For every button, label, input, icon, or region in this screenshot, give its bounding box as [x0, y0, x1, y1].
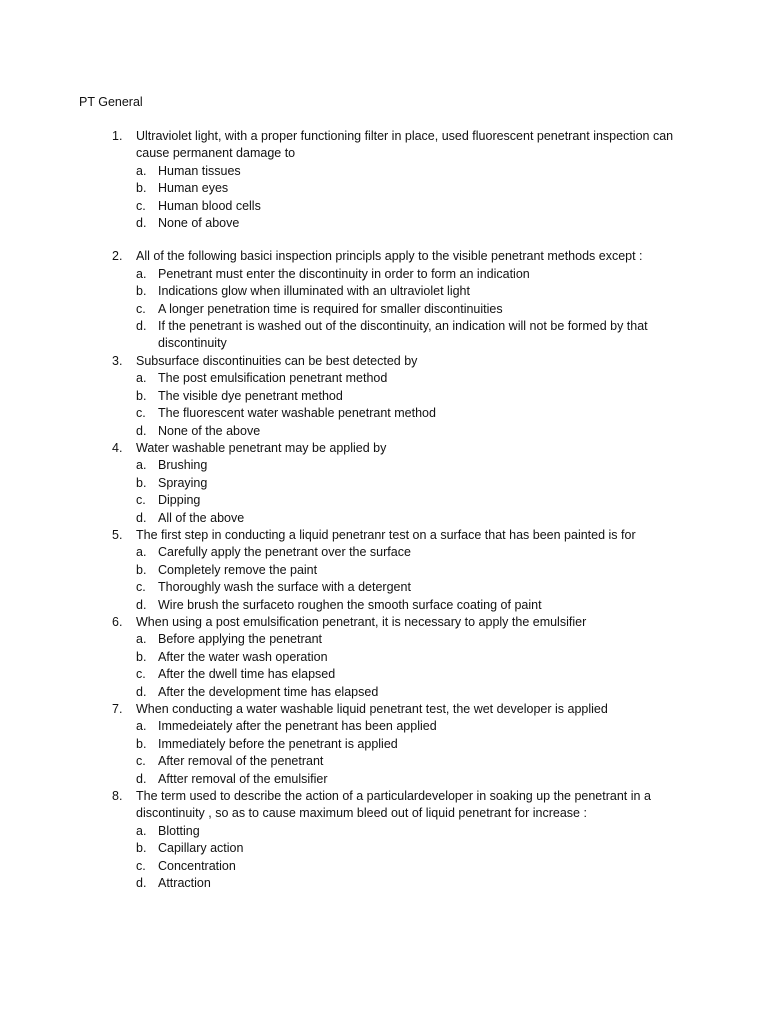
question-text: All of the following basici inspection principls apply to the visible penetrant methods except : — [136, 249, 643, 264]
option-letter: c. — [136, 198, 146, 213]
option-text: Before applying the penetrant — [158, 632, 323, 647]
option-letter: a. — [136, 458, 147, 473]
option-item — [0, 318, 768, 353]
option-list — [0, 266, 768, 353]
option-item — [0, 753, 768, 770]
option-letter: a. — [136, 163, 147, 178]
option-letter: d. — [136, 771, 147, 786]
question-text: When conducting a water washable liquid penetrant test, the wet developer is applied — [136, 702, 608, 716]
option-item — [0, 492, 768, 509]
option-text: After the water wash operation — [158, 649, 328, 664]
option-item — [0, 718, 768, 735]
option-text: Blotting — [158, 823, 200, 838]
question-7 — [0, 701, 768, 788]
question-1 — [0, 128, 768, 232]
option-text: Concentration — [158, 858, 236, 873]
option-text: The fluorescent water washable penetrant method — [158, 406, 436, 421]
option-text: Spraying — [158, 475, 208, 490]
option-item — [0, 457, 768, 474]
option-item — [0, 283, 768, 300]
option-text: Immedeiately after the penetrant has been applied — [158, 719, 437, 734]
option-letter: a. — [136, 545, 147, 560]
option-item — [0, 405, 768, 422]
option-text: Penetrant must enter the discontinuity in order to form an indication — [158, 266, 530, 281]
option-text: Human eyes — [158, 181, 229, 196]
option-text: After removal of the penetrant — [158, 754, 324, 769]
option-list — [0, 370, 768, 440]
option-list — [0, 718, 768, 788]
question-5 — [0, 527, 768, 614]
option-list — [0, 544, 768, 614]
option-text: Completely remove the paint — [158, 562, 318, 577]
option-letter: b. — [136, 736, 147, 751]
option-letter: d. — [136, 597, 147, 612]
question-3 — [0, 353, 768, 440]
question-text: When using a post emulsification penetrant, it is necessary to apply the emulsifier — [136, 614, 587, 629]
option-item — [0, 579, 768, 596]
option-item — [0, 370, 768, 387]
option-item — [0, 423, 768, 440]
option-item — [0, 771, 768, 788]
option-item — [0, 840, 768, 857]
option-text: The visible dye penetrant method — [158, 388, 343, 403]
option-text: The post emulsification penetrant method — [158, 371, 388, 386]
option-item — [0, 875, 768, 892]
question-number: 3. — [112, 353, 123, 368]
option-letter: c. — [136, 580, 146, 595]
question-number: 5. — [112, 527, 123, 542]
option-letter: b. — [136, 562, 147, 577]
option-letter: c. — [136, 406, 146, 421]
option-letter: d. — [136, 319, 147, 334]
option-letter: b. — [136, 284, 147, 299]
option-item — [0, 475, 768, 492]
option-letter: d. — [136, 510, 147, 525]
option-text: After the development time has elapsed — [158, 684, 379, 699]
option-list — [0, 457, 768, 527]
option-letter: b. — [136, 841, 147, 856]
option-text: Human blood cells — [158, 198, 261, 213]
option-text: Attraction — [158, 876, 211, 891]
option-item — [0, 510, 768, 527]
option-text: A longer penetration time is required for smaller discontinuities — [158, 301, 503, 316]
option-letter: b. — [136, 388, 147, 403]
option-text: Immediately before the penetrant is applied — [158, 736, 398, 751]
option-list — [0, 163, 768, 233]
option-letter: b. — [136, 475, 147, 490]
question-4 — [0, 440, 768, 527]
question-list — [0, 128, 768, 892]
option-item — [0, 823, 768, 840]
option-text: If the penetrant is washed out of the discontinuity, an indication will not be formed by that discontinuity — [158, 319, 648, 351]
option-text: None of the above — [158, 423, 261, 438]
option-text: Wire brush the surfaceto roughen the smooth surface coating of paint — [158, 597, 542, 612]
question-6 — [0, 614, 768, 701]
option-text: Carefully apply the penetrant over the surface — [158, 545, 411, 560]
option-item — [0, 266, 768, 283]
option-item — [0, 631, 768, 648]
option-letter: a. — [136, 823, 147, 838]
option-text: Indications glow when illuminated with an ultraviolet light — [158, 284, 470, 299]
option-letter: b. — [136, 181, 147, 196]
option-letter: a. — [136, 632, 147, 647]
option-item — [0, 301, 768, 318]
question-2 — [0, 248, 768, 352]
option-text: None of above — [158, 216, 240, 231]
option-letter: a. — [136, 266, 147, 281]
option-item — [0, 198, 768, 215]
option-item — [0, 544, 768, 561]
option-letter: a. — [136, 371, 147, 386]
option-letter: c. — [136, 858, 146, 873]
option-text: Dipping — [158, 493, 201, 508]
question-number: 7. — [112, 702, 123, 716]
question-text: The term used to describe the action of a particulardeveloper in soaking up the penetrant in a discontinuity , so as to cause maximum bleed out of liquid penetrant for increase : — [136, 789, 651, 821]
option-letter: c. — [136, 667, 146, 682]
option-letter: b. — [136, 649, 147, 664]
question-number: 2. — [112, 249, 123, 264]
question-text: The first step in conducting a liquid penetranr test on a surface that has been painted is for — [136, 527, 636, 542]
option-text: Brushing — [158, 458, 208, 473]
option-text: After the dwell time has elapsed — [158, 667, 336, 682]
question-text: Ultraviolet light, with a proper functioning filter in place, used fluorescent penetrant inspection can cause permanent damage to — [136, 129, 674, 161]
option-letter: c. — [136, 754, 146, 769]
question-number: 8. — [112, 789, 123, 804]
option-text: Human tissues — [158, 163, 241, 178]
option-text: Capillary action — [158, 841, 244, 856]
option-text: Thoroughly wash the surface with a detergent — [158, 580, 411, 595]
option-item — [0, 684, 768, 701]
option-letter: a. — [136, 719, 147, 734]
question-text: Subsurface discontinuities can be best detected by — [136, 353, 418, 368]
option-item — [0, 649, 768, 666]
option-list — [0, 631, 768, 701]
question-text: Water washable penetrant may be applied by — [136, 440, 387, 455]
option-item — [0, 597, 768, 614]
option-item — [0, 666, 768, 683]
option-letter: d. — [136, 876, 147, 891]
question-8 — [0, 788, 768, 892]
option-list — [0, 823, 768, 893]
option-item — [0, 736, 768, 753]
option-letter: d. — [136, 684, 147, 699]
option-item — [0, 858, 768, 875]
option-text: Aftter removal of the emulsifier — [158, 771, 328, 786]
option-item — [0, 562, 768, 579]
option-item — [0, 388, 768, 405]
option-item — [0, 180, 768, 197]
option-item — [0, 215, 768, 232]
option-letter: d. — [136, 423, 147, 438]
option-letter: c. — [136, 493, 146, 508]
option-item — [0, 163, 768, 180]
page-title: PT General — [79, 95, 143, 109]
question-number: 4. — [112, 440, 123, 455]
question-number: 1. — [112, 129, 123, 143]
question-number: 6. — [112, 614, 123, 629]
option-text: All of the above — [158, 510, 245, 525]
option-letter: c. — [136, 301, 146, 316]
option-letter: d. — [136, 216, 147, 231]
